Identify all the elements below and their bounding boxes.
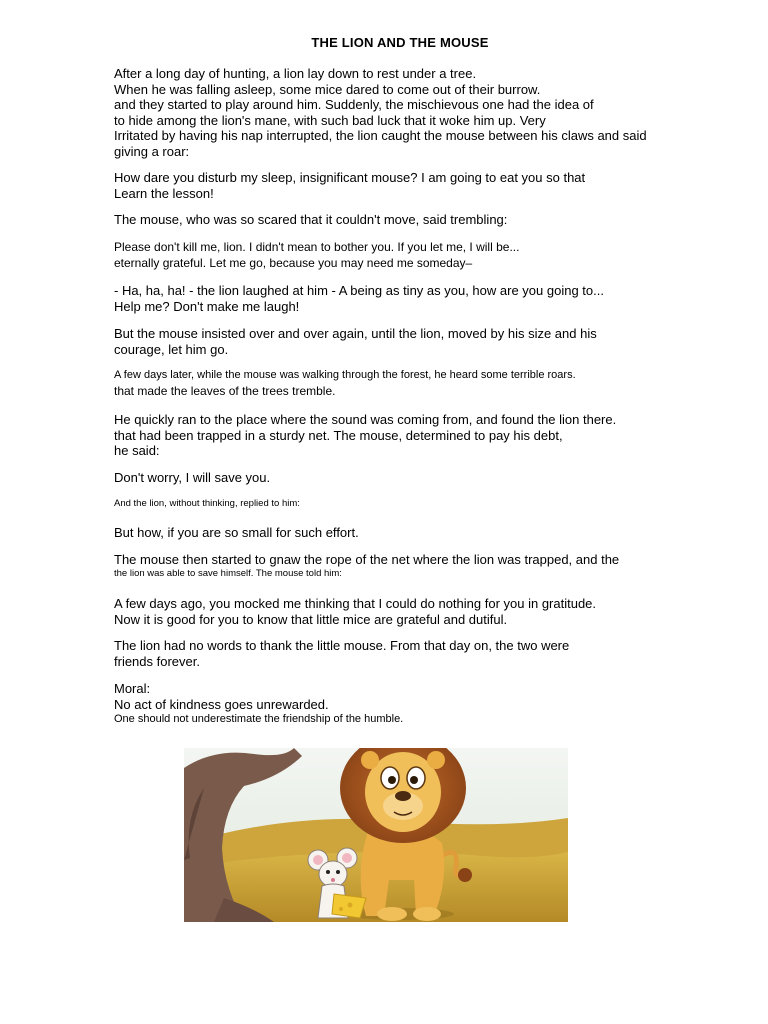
text-line: The mouse, who was so scared that it couldn't move, said trembling: [114, 212, 508, 227]
paragraph-lion-laughs [114, 283, 714, 314]
paragraph-mouse-plea [114, 240, 714, 271]
story-title: THE LION AND THE MOUSE [311, 35, 489, 50]
text-line: A few days later, while the mouse was walking through the forest, he heard some terrible roars. [114, 369, 576, 381]
text-line: The lion had no words to thank the little mouse. From that day on, the two were [114, 638, 570, 653]
text-line: But the mouse insisted over and over again, until the lion, moved by his size and his [114, 326, 597, 341]
lion-ear-right [427, 751, 445, 769]
illustration-svg [184, 748, 568, 922]
mouse-eye-right [336, 870, 340, 874]
text-line: Don't worry, I will save you. [114, 470, 271, 485]
text-line: One should not underestimate the friendship of the humble. [114, 713, 404, 725]
paragraph-moral [114, 681, 714, 726]
text-line: Now it is good for you to know that little mice are grateful and dutiful. [114, 611, 508, 627]
text-line: But how, if you are so small for such effort. [114, 525, 359, 540]
cheese-hole [348, 903, 353, 908]
paragraph-mouse-scared [114, 212, 714, 228]
text-line: that had been trapped in a sturdy net. The mouse, determined to pay his debt, [114, 427, 563, 443]
text-line: A few days ago, you mocked me thinking that I could do nothing for you in gratitude. [114, 596, 597, 611]
paragraph-intro [114, 66, 714, 159]
text-line: that made the leaves of the trees tremble. [114, 383, 336, 398]
lion-nose [395, 791, 411, 801]
text-line: - Ha, ha, ha! - the lion laughed at him - A being as tiny as you, how are you going to... [114, 283, 604, 298]
paragraph-roars [114, 368, 714, 399]
paragraph-lion-replies [114, 498, 714, 510]
text-line: he said: [114, 443, 160, 458]
text-line: Please don't kill me, lion. I didn't mean to bother you. If you let me, I will be... [114, 240, 520, 254]
text-line: He quickly ran to the place where the sound was coming from, and found the lion there. [114, 412, 617, 427]
text-line: After a long day of hunting, a lion lay down to rest under a tree. [114, 66, 477, 81]
paragraph-net [114, 412, 714, 459]
lion-paw-right [413, 907, 441, 921]
text-line: the lion was able to save himself. The mouse told him: [114, 567, 342, 579]
text-line: friends forever. [114, 653, 200, 669]
lion-ear-left [361, 751, 379, 769]
mouse-inner-ear-right [342, 853, 352, 863]
text-line: and they started to play around him. Suddenly, the mischievous one had the idea of [114, 97, 594, 112]
lion-pupil-right [410, 776, 418, 784]
paragraph-lion-threat [114, 170, 714, 201]
text-line: And the lion, without thinking, replied to him: [114, 498, 300, 509]
text-line: Irritated by having his nap interrupted, the lion caught the mouse between his claws and said [114, 128, 647, 143]
text-line: eternally grateful. Let me go, because you may need me someday– [114, 255, 473, 270]
text-line: Learn the lesson! [114, 185, 214, 201]
paragraph-let-go [114, 326, 714, 357]
text-line: courage, let him go. [114, 341, 229, 357]
text-line: to hide among the lion's mane, with such bad luck that it woke him up. Very [114, 112, 546, 128]
text-line: The mouse then started to gnaw the rope of the net where the lion was trapped, and the [114, 552, 620, 567]
lion-pupil-left [388, 776, 396, 784]
paragraph-how-small [114, 525, 714, 541]
mouse-nose [331, 878, 335, 882]
text-line: Help me? Don't make me laugh! [114, 298, 300, 314]
cheese-hole [339, 907, 343, 911]
text-line: When he was falling asleep, some mice dared to come out of their burrow. [114, 81, 541, 97]
paragraph-gnaw [114, 552, 714, 580]
text-line: No act of kindness goes unrewarded. [114, 696, 329, 712]
moral-heading: Moral: [114, 681, 151, 696]
paragraph-gratitude [114, 596, 714, 627]
text-line: How dare you disturb my sleep, insignificant mouse? I am going to eat you so that [114, 170, 586, 185]
paragraph-friends [114, 638, 714, 669]
lion-mouse-illustration [184, 748, 568, 922]
paragraph-dont-worry [114, 470, 714, 486]
mouse-head [319, 861, 347, 887]
mouse-eye-left [326, 870, 330, 874]
lion-paw-left [377, 907, 407, 921]
mouse-inner-ear-left [313, 855, 323, 865]
lion-tail-tuft [458, 868, 472, 882]
text-line: giving a roar: [114, 143, 190, 159]
